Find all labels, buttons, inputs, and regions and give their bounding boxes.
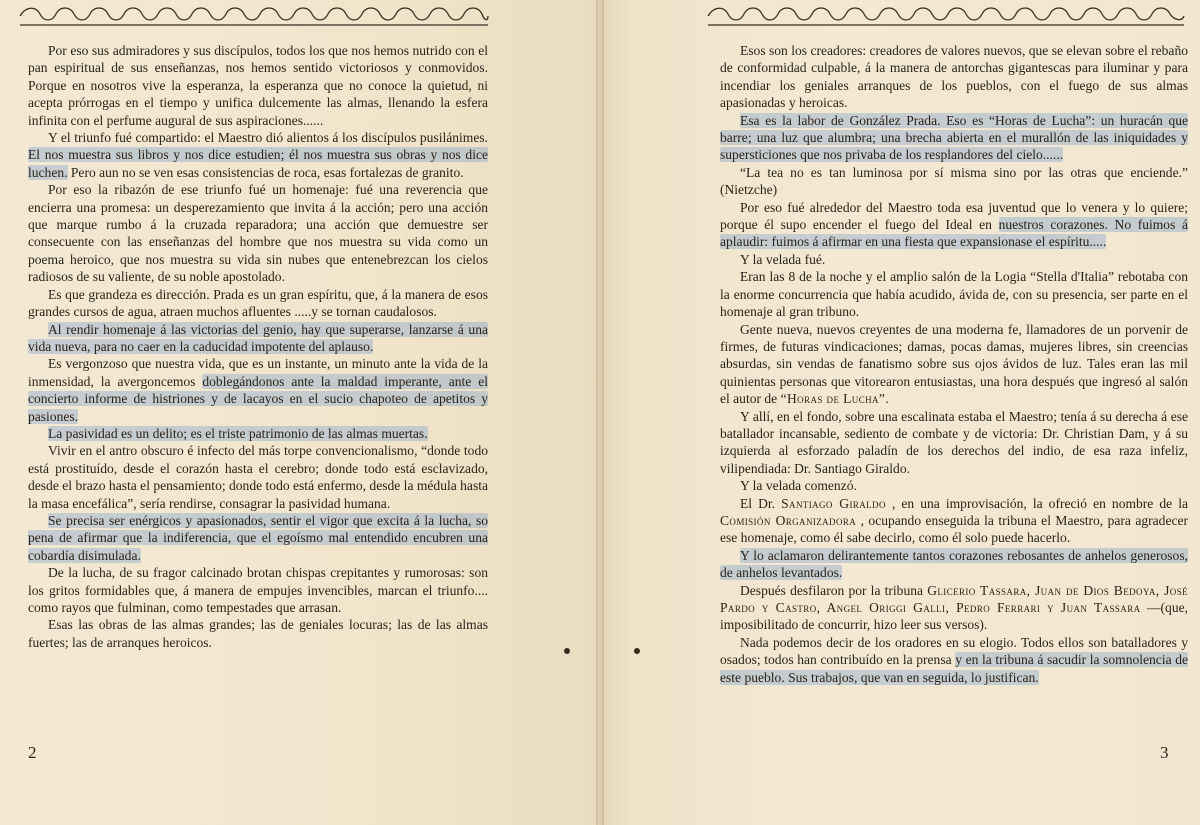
- paragraph: [720, 582, 1188, 634]
- small-caps-text: Comisión Organizadora: [720, 512, 857, 528]
- small-caps-text: “Horas de Lucha”.: [780, 391, 890, 407]
- small-caps-text: Santiago Giraldo: [781, 495, 886, 511]
- paragraph-text: Por eso la ribazón de ese triunfo fué un homenaje: fué una reverencia que encierra una promesa: un desperezamiento que invita á la acción; pero una acción que marque rumbo á la cruzada reparadora; una acción que demuestre ser consecuente con las enseñanzas del hombre que nos muestra su vida como un poema heroico, que nos muestra su vida sin nubes que entenebrezcan los cielos radiosos de su valiente, de su noble apostolado.: [28, 182, 488, 285]
- paragraph-text: “La tea no es tan luminosa por sí misma sino por las otras que enciende.” (Nietzche): [720, 164, 1188, 198]
- paragraph: [720, 199, 1188, 251]
- paragraph-text: Nada podemos decir de los oradores en su elogio. Todos ellos son batalladores y osados; todos han contribuído en la prensa: [720, 634, 1188, 668]
- page-number: 2: [28, 743, 37, 762]
- paragraph-text: Y la velada fué.: [740, 251, 826, 267]
- paragraph: [28, 321, 488, 356]
- small-caps-text: Glicerio Tassara, Juan de Dios Bedoya, José Pardo y Castro, Angel Origgi Galli, Pedro Ferrari y Juan Tassara: [720, 582, 1188, 615]
- binding-dot: [564, 648, 570, 654]
- highlighted-text: nuestros corazones. No fuimos á aplaudir: fuimos á afirmar en una fiesta que expansionase el espíritu.....: [720, 217, 1188, 250]
- paragraph: [28, 42, 488, 129]
- paragraph-text: De la lucha, de su fragor calcinado brotan chispas crepitantes y rumorosas: son los gritos formidables que, á manera de empujes invencibles, marcan el triunfo.... como rayos que fulminan, como tempestades que arrasan.: [28, 565, 488, 615]
- paragraph: [28, 181, 488, 285]
- paragraph: [720, 268, 1188, 320]
- paragraph-text: Esos son los creadores: creadores de valores nuevos, que se elevan sobre el rebaño de conformidad culpable, á la manera de antorchas gigantescas para iluminar y para incendiar los geniales arranques de los pueblos, con el fuego de sus almas apasionadas y heroicas.: [720, 43, 1188, 111]
- paragraph: [720, 477, 1188, 494]
- paragraph: [28, 564, 488, 616]
- binding-dot: [634, 648, 640, 654]
- paragraph: [720, 495, 1188, 547]
- highlighted-text: Esa es la labor de González Prada. Eso es “Horas de Lucha”: un huracán que barre; una luz que alumbra; una brecha abierta en el murallón de las iniquidades y supersticiones que nos privaba de los resplandores del cielo......: [720, 112, 1188, 163]
- paragraph-text: Y la velada comenzó.: [740, 478, 857, 494]
- highlighted-text: Al rendir homenaje á las victorias del genio, hay que superarse, lanzarse á una vida nueva, para no caer en la caducidad impotente del aplauso.: [28, 321, 488, 354]
- paragraph-text: Gente nueva, nuevos creyentes de una moderna fe, llamadores de un porvenir de firmes, de futuras vindicaciones; damas, pocas damas, mujeres libres, sin creencias absurdas, sin vendas de fanatismo sobre sus ojos ávidos de luz. Tales eran las mil quinientas personas que vitorearon entusiastas, una hora después que ingresó al salón el autor de: [720, 321, 1188, 407]
- paragraph: [720, 321, 1188, 408]
- right-page: [600, 0, 1200, 825]
- book-gutter: [596, 0, 604, 825]
- highlighted-text: La pasividad es un delito; es el triste patrimonio de las almas muertas.: [48, 425, 428, 441]
- paragraph: [28, 442, 488, 512]
- paragraph-text: Eran las 8 de la noche y el amplio salón de la Logia “Stella d'Italia” rebotaba con la enorme concurrencia que había acudido, ávida de, con su presencia, ser parte en el homenaje al gran tribuno.: [720, 269, 1188, 320]
- paragraph: [28, 616, 488, 651]
- paragraph: [28, 355, 488, 425]
- paragraph-text: , en una improvisación, la ofreció en nombre de la: [891, 495, 1189, 511]
- highlighted-text: El nos muestra sus libros y nos dice estudien; él nos muestra sus obras y nos dice luchen.: [28, 147, 488, 180]
- right-page-text: [720, 42, 1188, 686]
- paragraph: [28, 129, 488, 181]
- paragraph: [720, 251, 1188, 268]
- page-number: 3: [1160, 743, 1169, 762]
- highlighted-text: Y lo aclamaron delirantemente tantos corazones rebosantes de anhelos generosos, de anhelos levantados.: [720, 547, 1188, 581]
- highlighted-text: y en la tribuna á sacudir la somnolencia de este pueblo. Sus trabajos, que van en seguida, lo justifican.: [720, 652, 1188, 685]
- paragraph: [28, 425, 488, 442]
- paragraph-text: Y allí, en el fondo, sobre una escalinata estaba el Maestro; tenía á su derecha á ese batallador incansable, sediento de combate y de victoria: Dr. Christian Dam, y á su izquierda al esforzado paladín de los derechos del indio, de esa raza infeliz, vilipendiada: Dr. Santiago Giraldo.: [720, 408, 1188, 476]
- paragraph: [720, 408, 1188, 478]
- paragraph: [720, 112, 1188, 164]
- left-page-text: [28, 42, 488, 651]
- paragraph: [28, 512, 488, 564]
- paragraph-text: , ocupando enseguida la tribuna el Maestro, para agradecer ese homenaje, como él sabe decirlo, como él solo puede hacerlo.: [720, 512, 1188, 546]
- paragraph-text: El Dr.: [740, 495, 776, 511]
- paragraph-text: Y el triunfo fué compartido: el Maestro dió alientos á los discípulos pusilánimes.: [48, 130, 488, 146]
- paragraph-text: Pero aun no se ven esas consistencias de roca, esas fortalezas de granito.: [70, 164, 464, 180]
- paragraph-text: Por eso fué alrededor del Maestro toda esa juventud que lo venera y lo quiere; porque él supo encender el fuego del Ideal en: [720, 199, 1188, 233]
- paragraph: [720, 164, 1188, 199]
- paragraph-text: Después desfilaron por la tribuna: [740, 582, 924, 598]
- decorative-border-ornament: [706, 4, 1186, 28]
- paragraph-text: Por eso sus admiradores y sus discípulos, todos los que nos hemos nutrido con el pan espiritual de sus enseñanzas, nos hemos sentido victoriosos y conmovidos. Porque en nosotros vive la esperanza, la esperanza que no conoce la quietud, ni acepta prórrogas en el tiempo y unifica dulcemente las almas, llenando la esfera infinita con el perfume augural de sus aspiraciones......: [28, 43, 488, 128]
- paragraph-text: —(que, imposibilitado de concurrir, hizo leer sus versos).: [720, 600, 1188, 633]
- paragraph: [720, 42, 1188, 112]
- paragraph: [720, 634, 1188, 686]
- paragraph-text: Es vergonzoso que nuestra vida, que es un instante, un minuto ante la vida de la inmensidad, la avergoncemos: [28, 356, 488, 389]
- paragraph-text: Esas las obras de las almas grandes; las de geniales locuras; las de las almas fuertes; las de arranques heroicos.: [28, 617, 488, 650]
- decorative-border-ornament: [18, 4, 490, 28]
- highlighted-text: doblegándonos ante la maldad imperante, ante el concierto informe de histriones y de lacayos en el sucio chapoteo de apetitos y pasiones.: [28, 373, 488, 424]
- paragraph-text: Vivir en el antro obscuro é infecto del más torpe convencionalismo, “donde todo está prostituído, desde el corazón hasta el cerebro; donde todo está esclavizado, desde el brazo hasta el pensamiento; donde todo está enfermo, desde la médula hasta la masa encefálica”, sería rendirse, consagrar la pasividad humana.: [28, 443, 488, 511]
- paragraph: [720, 547, 1188, 582]
- highlighted-text: Se precisa ser enérgicos y apasionados, sentir el vigor que excita á la lucha, so pena de afirmar que la indiferencia, que el egoísmo mal entendido encubren una cobardía disimulada.: [28, 512, 488, 563]
- paragraph: [28, 286, 488, 321]
- paragraph-text: Es que grandeza es dirección. Prada es un gran espíritu, que, á la manera de esos grandes cursos de agua, atraen muchos afluentes .....y se tornan caudalosos.: [28, 286, 488, 320]
